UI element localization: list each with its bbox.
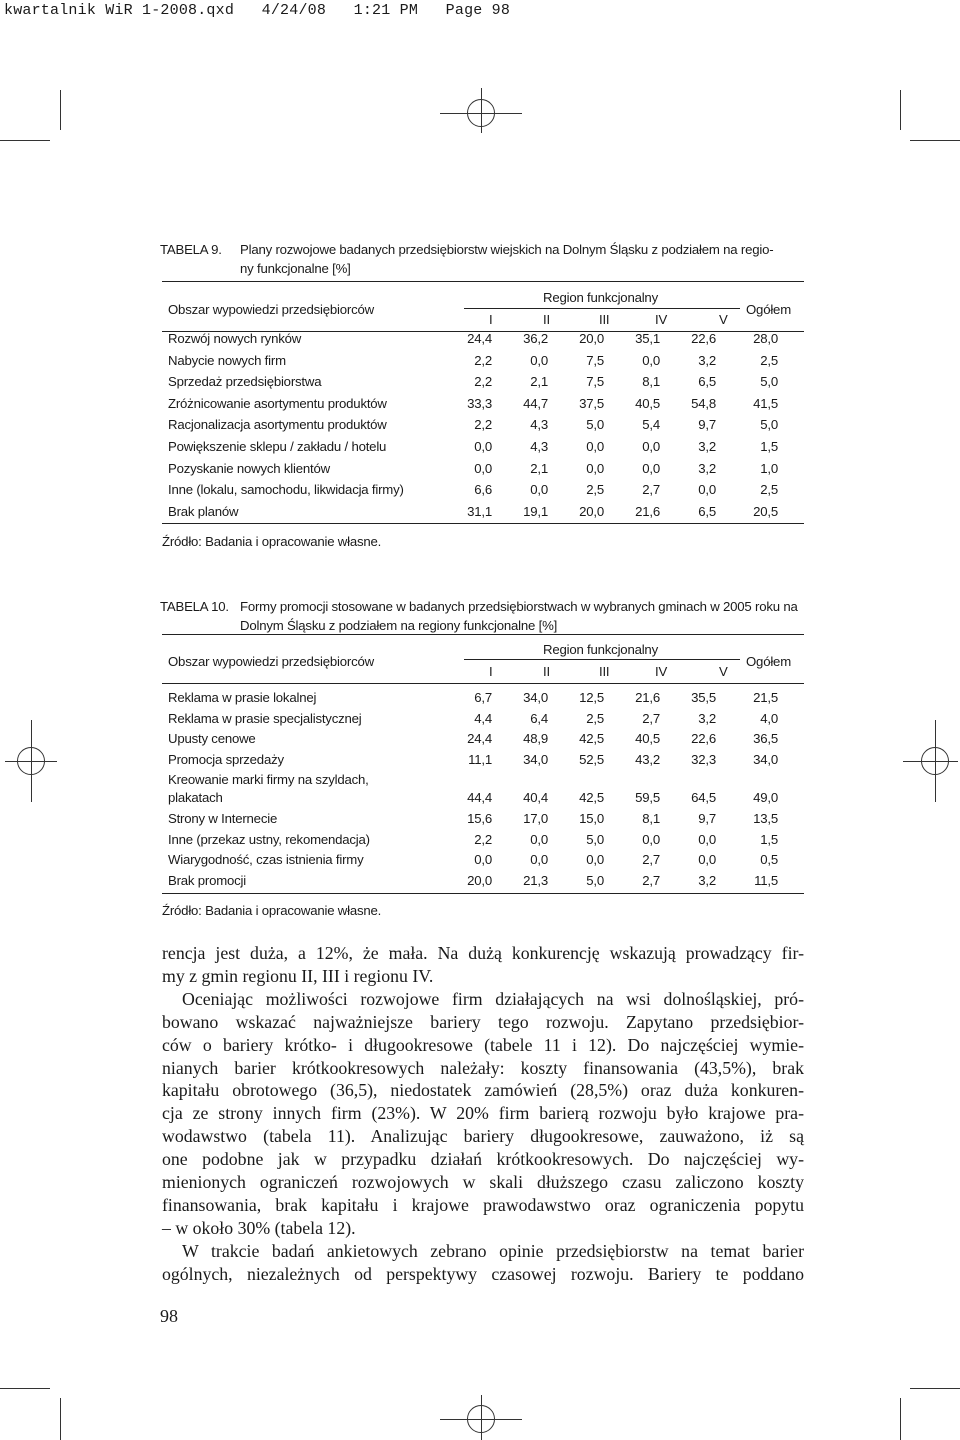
- region-value: 0,0: [586, 439, 604, 454]
- region-value: 2,7: [642, 872, 660, 888]
- region-value: 20,0: [579, 503, 604, 519]
- region-value: 11,1: [468, 751, 492, 767]
- total-value: 2,5: [760, 482, 778, 498]
- row-label: Inne (lokalu, samochodu, likwidacja firmy): [168, 482, 404, 498]
- region-value: 7,5: [586, 352, 604, 368]
- region-value: 5,0: [586, 872, 604, 888]
- region-value: 3,2: [698, 352, 716, 368]
- total-value: 1,5: [760, 831, 778, 847]
- total-value: 5,0: [760, 417, 778, 433]
- body-line: wodawstwo (tabela 11). Analizując bariery długookresowe, zauważono, iż są: [162, 1126, 804, 1147]
- body-line: ogólnych, niezależnych od perspektywy czasowej rozwoju. Bariery te poddano: [162, 1263, 804, 1284]
- region-value: 0,0: [530, 852, 548, 868]
- table10-region-1: I: [489, 664, 493, 679]
- table10-region-2: II: [543, 664, 550, 679]
- region-value: 40,4: [523, 790, 548, 806]
- region-value: 3,2: [698, 460, 716, 476]
- region-value: 40,5: [635, 395, 660, 411]
- region-value: 5,0: [586, 831, 604, 847]
- region-value: 0,0: [530, 831, 548, 847]
- region-value: 2,1: [530, 374, 548, 390]
- table9-col-total: Ogółem: [746, 302, 791, 317]
- region-value: 4,4: [474, 710, 492, 726]
- table10-source: Źródło: Badania i opracowanie własne.: [162, 903, 382, 918]
- table10-caption: [160, 597, 808, 635]
- region-value: 0,0: [642, 831, 660, 847]
- row-label: Brak planów: [168, 503, 239, 519]
- row-label: Reklama w prasie specjalistycznej: [168, 710, 362, 726]
- body-line: kapitału obrotowego (36,5), niedostatek zamówień (28,5%) oraz duża konkuren-: [162, 1080, 804, 1101]
- region-value: 48,9: [523, 731, 548, 747]
- region-value: 15,6: [467, 811, 492, 826]
- table9-col-area: Obszar wypowiedzi przedsiębiorców: [168, 302, 374, 317]
- region-value: 35,1: [635, 331, 660, 346]
- total-value: 4,0: [760, 710, 778, 726]
- region-value: 40,5: [635, 731, 660, 747]
- region-value: 42,5: [579, 790, 604, 806]
- region-value: 24,4: [467, 731, 492, 747]
- region-value: 21,6: [635, 690, 660, 705]
- table9-region-4: IV: [655, 312, 668, 327]
- table10-title-line1: Formy promocji stosowane w badanych przedsiębiorstwach w wybranych gminach w 2005 roku na: [240, 599, 798, 614]
- page-number: 98: [160, 1306, 178, 1326]
- region-value: 2,7: [642, 482, 660, 498]
- row-label: Upusty cenowe: [168, 731, 256, 747]
- row-label: Racjonalizacja asortymentu produktów: [168, 417, 387, 433]
- body-line: my z gmin regionu II, III i regionu IV.: [162, 965, 434, 986]
- total-value: 1,5: [760, 439, 778, 454]
- region-value: 0,0: [642, 460, 660, 476]
- total-value: 28,0: [753, 331, 778, 346]
- region-value: 22,6: [691, 731, 716, 747]
- region-value: 3,2: [698, 439, 716, 454]
- region-value: 15,0: [579, 811, 604, 826]
- row-label: Nabycie nowych firm: [168, 352, 286, 368]
- table9-source: Źródło: Badania i opracowanie własne.: [162, 534, 382, 549]
- region-value: 6,6: [474, 482, 492, 498]
- region-value: 34,0: [523, 690, 548, 705]
- table9-col-region: Region funkcjonalny: [543, 290, 658, 305]
- file-slug: kwartalnik WiR 1-2008.qxd 4/24/08 1:21 PM Page 98: [4, 2, 511, 19]
- region-value: 2,5: [586, 482, 604, 498]
- region-value: 34,0: [523, 751, 548, 767]
- region-value: 2,2: [474, 352, 492, 368]
- row-label: Strony w Internecie: [168, 811, 278, 826]
- region-value: 0,0: [530, 352, 548, 368]
- body-line: ców o bariery krótko- i długookresowe (tabele 11 i 12). Do najczęściej wymie-: [162, 1034, 804, 1055]
- table10-label: TABELA 10.: [160, 599, 229, 614]
- table10-region-3: III: [599, 664, 610, 679]
- region-value: 2,2: [474, 831, 492, 847]
- table10-col-total: Ogółem: [746, 654, 791, 669]
- table10-title-line2: Dolnym Śląsku z podziałem na regiony funkcjonalne [%]: [240, 618, 558, 633]
- region-value: 5,0: [586, 417, 604, 433]
- region-value: 8,1: [642, 811, 660, 826]
- region-value: 54,8: [691, 395, 716, 411]
- table10-col-region: Region funkcjonalny: [543, 642, 658, 657]
- region-value: 0,0: [474, 439, 492, 454]
- row-label-cont: plakatach: [168, 790, 223, 806]
- row-label: Rozwój nowych rynków: [168, 331, 302, 346]
- body-line: W trakcie badań ankietowych zebrano opinie przedsiębiorstw na temat barier: [182, 1240, 804, 1261]
- table9: [162, 280, 804, 530]
- region-value: 0,0: [586, 852, 604, 868]
- region-value: 0,0: [698, 482, 716, 498]
- body-line: finansowania, brak kapitału i krajowe prawodawstwo oraz ograniczenia popytu: [162, 1194, 804, 1215]
- total-value: 11,5: [754, 872, 778, 888]
- total-value: 20,5: [753, 503, 778, 519]
- row-label: Inne (przekaz ustny, rekomendacja): [168, 831, 370, 847]
- region-value: 0,0: [586, 460, 604, 476]
- total-value: 34,0: [753, 751, 778, 767]
- region-value: 6,4: [530, 710, 548, 726]
- region-value: 19,1: [523, 503, 548, 519]
- region-value: 44,4: [467, 790, 492, 806]
- total-value: 49,0: [753, 790, 778, 806]
- region-value: 0,0: [530, 482, 548, 498]
- region-value: 42,5: [579, 731, 604, 747]
- region-value: 9,7: [698, 811, 716, 826]
- region-value: 6,7: [474, 690, 492, 705]
- total-value: 5,0: [760, 374, 778, 390]
- table9-caption: [160, 240, 808, 278]
- total-value: 36,5: [753, 731, 778, 747]
- region-value: 44,7: [523, 395, 548, 411]
- region-value: 52,5: [579, 751, 604, 767]
- region-value: 43,2: [635, 751, 660, 767]
- total-value: 0,5: [760, 852, 778, 868]
- region-value: 35,5: [691, 690, 716, 705]
- table10-region-5: V: [719, 664, 728, 679]
- total-value: 21,5: [753, 690, 778, 705]
- row-label: Zróżnicowanie asortymentu produktów: [168, 395, 387, 411]
- region-value: 2,1: [530, 460, 548, 476]
- region-value: 0,0: [698, 831, 716, 847]
- row-label: Reklama w prasie lokalnej: [168, 690, 317, 705]
- region-value: 6,5: [698, 374, 716, 390]
- region-value: 21,3: [523, 872, 548, 888]
- region-value: 2,2: [474, 417, 492, 433]
- region-value: 12,5: [579, 690, 604, 705]
- region-value: 4,3: [530, 417, 548, 433]
- region-value: 0,0: [642, 439, 660, 454]
- region-value: 8,1: [642, 374, 660, 390]
- region-value: 3,2: [698, 710, 716, 726]
- region-value: 20,0: [579, 331, 604, 346]
- table10: [162, 634, 804, 904]
- region-value: 5,4: [642, 417, 660, 433]
- row-label: Brak promocji: [168, 872, 247, 888]
- paragraph-3: [162, 1240, 804, 1286]
- table9-region-1: I: [489, 312, 493, 327]
- paragraph-1: [162, 942, 804, 988]
- region-value: 2,7: [642, 710, 660, 726]
- row-label: Wiarygodność, czas istnienia firmy: [168, 852, 364, 868]
- row-label: Kreowanie marki firmy na szyldach,: [168, 772, 369, 788]
- region-value: 2,2: [474, 374, 492, 390]
- table9-region-2: II: [543, 312, 550, 327]
- region-value: 0,0: [698, 852, 716, 868]
- region-value: 20,0: [467, 872, 492, 888]
- table9-title-line1: Plany rozwojowe badanych przedsiębiorstw wiejskich na Dolnym Śląsku z podziałem na regio-: [240, 242, 774, 257]
- region-value: 33,3: [467, 395, 492, 411]
- body-line: bowano wskazać najważniejsze bariery tego rozwoju. Zapytano przedsiębior-: [162, 1011, 804, 1032]
- region-value: 22,6: [691, 331, 716, 346]
- table9-region-5: V: [719, 312, 728, 327]
- row-label: Pozyskanie nowych klientów: [168, 460, 330, 476]
- region-value: 9,7: [698, 417, 716, 433]
- region-value: 0,0: [642, 352, 660, 368]
- region-value: 36,2: [523, 331, 548, 346]
- paragraph-2: [162, 988, 804, 1240]
- region-value: 37,5: [579, 395, 604, 411]
- total-value: 1,0: [760, 460, 778, 476]
- body-line: mienionych ograniczeń rozwojowych w skali dłuższego czasu zaliczono koszty: [162, 1172, 804, 1193]
- region-value: 17,0: [523, 811, 548, 826]
- region-value: 2,7: [642, 852, 660, 868]
- total-value: 41,5: [753, 395, 778, 411]
- region-value: 2,5: [586, 710, 604, 726]
- body-line: – w około 30% (tabela 12).: [162, 1217, 356, 1238]
- body-line: nianych barier krótkookresowych należały: koszty finansowania (43,5%), brak: [162, 1057, 804, 1078]
- region-value: 21,6: [635, 503, 660, 519]
- body-line: rencja jest duża, a 12%, że mała. Na dużą konkurencję wskazują prowadzący fir-: [162, 943, 804, 963]
- region-value: 0,0: [474, 852, 492, 868]
- row-label: Sprzedaż przedsiębiorstwa: [168, 374, 322, 390]
- region-value: 24,4: [467, 331, 492, 346]
- body-line: one podobne jak w przypadku działań krótkookresowych. Do najczęściej wy-: [162, 1149, 804, 1170]
- region-value: 4,3: [530, 439, 548, 454]
- region-value: 3,2: [698, 872, 716, 888]
- region-value: 64,5: [691, 790, 716, 806]
- row-label: Powiększenie sklepu / zakładu / hotelu: [168, 439, 387, 454]
- body-line: Oceniając możliwości rozwojowe firm działających na wsi dolnośląskiej, pró-: [182, 988, 804, 1009]
- region-value: 0,0: [474, 460, 492, 476]
- table10-region-4: IV: [655, 664, 668, 679]
- total-value: 13,5: [753, 811, 778, 826]
- table10-col-area: Obszar wypowiedzi przedsiębiorców: [168, 654, 374, 669]
- body-text: [162, 942, 804, 1286]
- table9-title-line2: ny funkcjonalne [%]: [240, 261, 351, 276]
- region-value: 32,3: [691, 751, 716, 767]
- region-value: 59,5: [635, 790, 660, 806]
- table9-region-3: III: [599, 312, 610, 327]
- total-value: 2,5: [760, 352, 778, 368]
- table9-label: TABELA 9.: [160, 242, 222, 257]
- region-value: 6,5: [698, 503, 716, 519]
- region-value: 31,1: [467, 503, 492, 519]
- row-label: Promocja sprzedaży: [168, 751, 284, 767]
- region-value: 7,5: [586, 374, 604, 390]
- body-line: cja ze strony innych firm (23%). W 20% firm barierą rozwoju było krajowe pra-: [162, 1103, 804, 1124]
